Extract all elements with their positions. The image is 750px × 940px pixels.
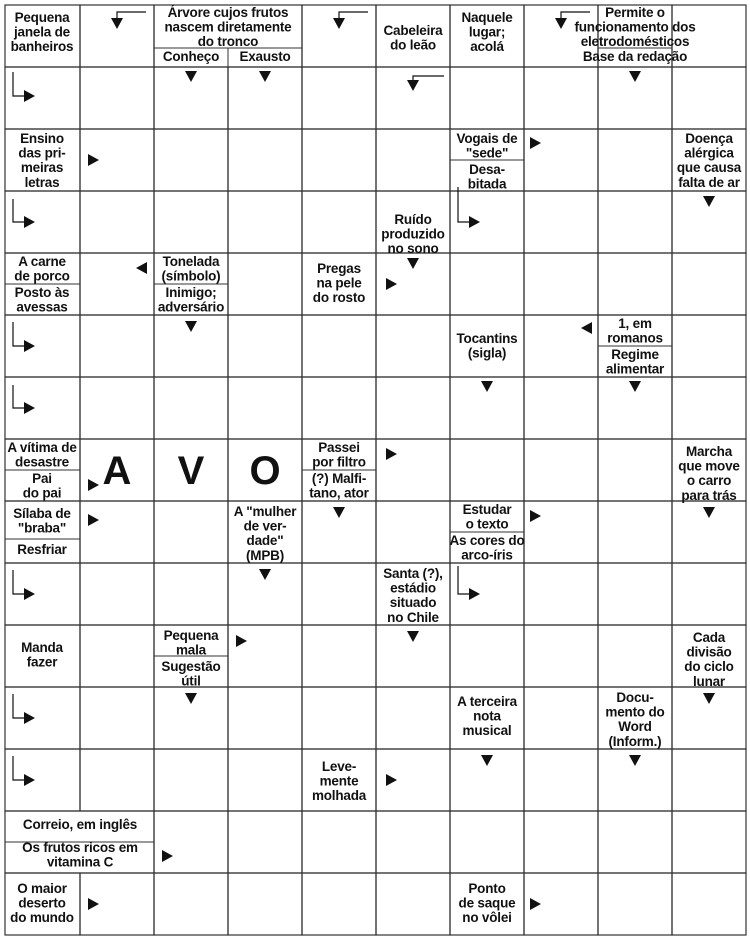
clue-leader-line [339, 12, 368, 18]
clue-text [161, 659, 220, 689]
clue-text [463, 502, 513, 532]
clue-text [13, 506, 71, 536]
clue-line: do rosto [312, 290, 366, 306]
clue-text [457, 131, 519, 161]
grid-cell[interactable] [228, 811, 302, 873]
clue-line: Pequena [14, 10, 70, 25]
clue-line: "sede" [465, 145, 509, 161]
clue-line: Os frutos ricos em [22, 840, 138, 855]
clue-line: Regime [611, 347, 659, 362]
clue-text [459, 881, 517, 925]
grid-cell[interactable] [154, 501, 228, 563]
down-arrow-icon [629, 381, 641, 392]
clue-line: janela de [14, 24, 70, 40]
clue-line: estádio [390, 580, 436, 596]
grid-cell[interactable] [228, 191, 302, 253]
grid-cell[interactable] [376, 315, 450, 377]
right-arrow-icon [88, 514, 99, 526]
clue-line: (Inform.) [608, 733, 662, 749]
left-arrow-icon [581, 322, 592, 334]
clue-leader-line [13, 199, 24, 222]
grid-cell[interactable] [228, 749, 302, 811]
grid-cell[interactable] [672, 749, 746, 811]
grid-cell[interactable] [672, 811, 746, 873]
clue-line: deserto [18, 895, 66, 911]
grid-cell[interactable] [80, 687, 154, 749]
clue-text [14, 254, 69, 284]
grid-cell[interactable] [154, 749, 228, 811]
down-arrow-icon [185, 321, 197, 332]
grid-cell[interactable] [376, 377, 450, 439]
grid-cell[interactable] [302, 873, 376, 935]
grid-cell[interactable] [302, 687, 376, 749]
right-arrow-icon [24, 90, 35, 102]
grid-cell[interactable] [80, 67, 154, 129]
clue-line: no Chile [387, 609, 439, 625]
clue-line: mala [176, 642, 206, 658]
grid-cell[interactable] [80, 501, 154, 563]
grid-cell[interactable] [228, 253, 302, 315]
clue-line: avessas [16, 299, 68, 315]
grid-cell[interactable] [524, 811, 598, 873]
clue-line: do mundo [10, 910, 74, 926]
grid-cell[interactable] [672, 253, 746, 315]
clue-line: tano, ator [309, 485, 369, 501]
clue-text [11, 10, 74, 54]
clue-line: eletrodomésticos [580, 34, 690, 50]
right-arrow-icon [162, 850, 173, 862]
grid-cell[interactable] [376, 873, 450, 935]
down-arrow-icon [259, 71, 271, 82]
clue-line: no sono [387, 241, 439, 257]
down-arrow-icon [259, 569, 271, 580]
clue-line: Leve- [321, 759, 357, 774]
clue-line: Naquele [461, 10, 513, 25]
clue-text [606, 347, 665, 377]
clue-line: alimentar [605, 361, 665, 377]
clue-line: bitada [467, 176, 507, 192]
answer-letter[interactable]: O [249, 449, 281, 493]
clue-text [312, 759, 367, 803]
clue-line: que causa [676, 160, 742, 176]
clue-line: Correio, em inglês [22, 817, 138, 832]
clue-leader-line [117, 12, 146, 18]
down-arrow-icon [555, 18, 567, 29]
clue-text [383, 566, 443, 625]
clue-line: por filtro [312, 454, 366, 470]
grid-cell[interactable] [154, 563, 228, 625]
clue-line: Desa- [469, 162, 505, 177]
clue-line: Conheço [162, 49, 220, 64]
down-arrow-icon [185, 693, 197, 704]
clue-text [309, 471, 369, 501]
grid-cell[interactable] [524, 315, 598, 377]
grid-cell[interactable] [524, 687, 598, 749]
clue-line: do ciclo [684, 659, 734, 675]
clue-leader-line [458, 566, 469, 594]
grid-cell[interactable] [524, 377, 598, 439]
clue-line: Ensino [20, 131, 64, 146]
right-arrow-icon [24, 340, 35, 352]
clue-line: Passei [318, 440, 360, 455]
clue-text [457, 331, 518, 361]
grid-cell[interactable] [524, 501, 598, 563]
grid-cell[interactable] [228, 873, 302, 935]
clue-line: Docu- [616, 690, 654, 705]
clue-line: Sugestão [161, 659, 221, 674]
clue-text [234, 504, 298, 563]
clue-line: Permite o [605, 5, 665, 20]
clue-line: Inimigo; [165, 285, 217, 300]
clue-line: banheiros [10, 39, 74, 55]
right-arrow-icon [386, 774, 397, 786]
clue-line: Pregas [317, 261, 361, 276]
clue-text [313, 261, 365, 305]
right-arrow-icon [24, 402, 35, 414]
clue-text [162, 254, 221, 284]
grid-cell[interactable] [376, 811, 450, 873]
grid-cell[interactable] [228, 625, 302, 687]
grid-cell[interactable] [302, 377, 376, 439]
grid-cell[interactable] [450, 67, 524, 129]
clue-line: Doença [685, 131, 733, 146]
clue-text [17, 542, 67, 557]
clue-line: A vítima de [7, 440, 77, 455]
clue-line: Pai [32, 471, 52, 486]
grid-cell[interactable] [376, 501, 450, 563]
clue-line: mente [319, 773, 359, 789]
clue-text [165, 5, 293, 49]
clue-line: fazer [26, 654, 58, 670]
clue-line: nota [473, 708, 501, 724]
grid-cell[interactable] [376, 129, 450, 191]
grid-cell[interactable] [672, 315, 746, 377]
down-arrow-icon [481, 755, 493, 766]
right-arrow-icon [469, 216, 480, 228]
grid-cell[interactable] [228, 315, 302, 377]
clue-line: Estudar [462, 502, 512, 517]
clue-line: (símbolo) [161, 268, 221, 284]
clue-text [312, 440, 366, 470]
clue-line: A "mulher [233, 504, 297, 519]
clue-leader-line [13, 72, 24, 96]
clue-line: o carro [686, 473, 732, 489]
clue-line: adversário [157, 299, 225, 315]
clue-line: Manda [21, 640, 63, 655]
grid-cell[interactable] [376, 687, 450, 749]
right-arrow-icon [386, 278, 397, 290]
grid-cell[interactable] [672, 563, 746, 625]
right-arrow-icon [88, 479, 99, 491]
grid-cell[interactable] [80, 377, 154, 439]
grid-cell[interactable] [80, 563, 154, 625]
clue-line: que move [678, 458, 740, 474]
right-arrow-icon [88, 898, 99, 910]
clue-line: mento do [605, 704, 665, 720]
clue-line: funcionamento dos [574, 19, 696, 35]
clue-text [23, 471, 62, 501]
clue-line: Vogais de [456, 131, 518, 146]
clue-text [10, 881, 74, 925]
grid-cell[interactable] [154, 873, 228, 935]
clue-line: romanos [607, 330, 663, 346]
down-arrow-icon [407, 258, 419, 269]
clue-text [381, 212, 444, 256]
clue-line: Posto às [14, 285, 70, 300]
clue-text [15, 285, 70, 315]
clue-line: produzido [381, 226, 445, 242]
down-arrow-icon [185, 71, 197, 82]
clue-line: 1, em [618, 316, 652, 331]
grid-cell[interactable] [524, 625, 598, 687]
right-arrow-icon [88, 154, 99, 166]
down-arrow-icon [111, 18, 123, 29]
clue-line: situado [389, 595, 437, 611]
clue-line: molhada [311, 788, 367, 804]
clue-text [607, 316, 663, 346]
grid-cell[interactable] [524, 191, 598, 253]
right-arrow-icon [530, 510, 541, 522]
clue-line: de saque [458, 895, 516, 911]
clue-line: vitamina C [46, 854, 114, 870]
grid-cell[interactable] [80, 625, 154, 687]
clue-leader-line [458, 187, 469, 222]
grid-cell[interactable] [228, 687, 302, 749]
clue-text [163, 49, 219, 64]
clue-line: de ver- [243, 518, 287, 534]
grid-cell[interactable] [450, 253, 524, 315]
clue-line: Tocantins [456, 331, 518, 346]
clue-line: A carne [18, 254, 66, 269]
grid-cell[interactable] [598, 563, 672, 625]
grid-cell[interactable] [80, 253, 154, 315]
grid-cell[interactable] [524, 129, 598, 191]
clue-leader-line [13, 756, 24, 780]
clue-line: Pequena [163, 628, 219, 643]
grid-cell[interactable] [672, 67, 746, 129]
clue-line: musical [462, 723, 512, 739]
down-arrow-icon [629, 755, 641, 766]
clue-line: na pele [316, 275, 362, 291]
clue-line: acolá [470, 39, 504, 55]
clue-text [468, 162, 507, 192]
clue-line: (MPB) [246, 547, 284, 563]
grid-cell[interactable] [672, 377, 746, 439]
grid-cell[interactable] [524, 563, 598, 625]
clue-text [384, 23, 444, 53]
clue-text [18, 131, 65, 190]
grid-cell[interactable] [524, 749, 598, 811]
clue-line: Marcha [685, 444, 733, 459]
answer-letter[interactable]: V [177, 449, 205, 493]
grid-cell[interactable] [450, 439, 524, 501]
clue-text [457, 694, 517, 738]
clue-line: Ponto [468, 881, 506, 896]
clue-line: divisão [686, 644, 732, 660]
clue-text [449, 533, 524, 563]
grid-cell[interactable] [154, 191, 228, 253]
right-arrow-icon [530, 898, 541, 910]
grid-cell[interactable] [154, 129, 228, 191]
clue-line: para trás [681, 487, 737, 503]
grid-cell[interactable] [302, 625, 376, 687]
right-arrow-icon [24, 712, 35, 724]
grid-cell[interactable] [154, 811, 228, 873]
clue-text [7, 440, 77, 470]
down-arrow-icon [333, 507, 345, 518]
clue-line: As cores do [449, 533, 525, 548]
grid-cell[interactable] [598, 439, 672, 501]
clue-text [677, 131, 742, 190]
grid-cell[interactable] [5, 67, 80, 129]
grid-cell[interactable] [154, 377, 228, 439]
clue-line: útil [181, 673, 201, 689]
grid-cell[interactable] [598, 191, 672, 253]
clue-line: Exausto [239, 49, 291, 64]
clue-leader-line [13, 570, 24, 594]
grid-cell[interactable] [302, 191, 376, 253]
clue-line: Ruído [394, 212, 432, 227]
clue-line: meiras [20, 160, 64, 176]
clue-line: do pai [22, 485, 62, 501]
clue-line: (?) Malfi- [311, 471, 367, 486]
right-arrow-icon [386, 448, 397, 460]
right-arrow-icon [530, 137, 541, 149]
grid-cell[interactable] [228, 129, 302, 191]
clue-line: desastre [15, 454, 69, 470]
clue-line: letras [24, 174, 60, 190]
clue-text [22, 840, 138, 870]
clue-line: do leão [390, 37, 436, 53]
grid-cell[interactable] [376, 439, 450, 501]
grid-cell[interactable] [598, 501, 672, 563]
clue-line: "braba" [17, 520, 67, 536]
grid-cell[interactable] [598, 253, 672, 315]
clue-text [23, 817, 137, 832]
clue-line: alérgica [684, 145, 734, 161]
clue-leader-line [13, 322, 24, 346]
down-arrow-icon [333, 18, 345, 29]
down-arrow-icon [703, 507, 715, 518]
clue-text [164, 628, 220, 658]
clue-text [678, 444, 740, 503]
down-arrow-icon [407, 631, 419, 642]
down-arrow-icon [407, 80, 419, 91]
grid-cell[interactable] [80, 191, 154, 253]
down-arrow-icon [481, 381, 493, 392]
clue-line: lugar; [468, 24, 506, 40]
clue-text [461, 10, 513, 54]
grid-cell[interactable] [302, 563, 376, 625]
grid-cell[interactable] [80, 749, 154, 811]
right-arrow-icon [24, 588, 35, 600]
grid-cell[interactable] [302, 129, 376, 191]
clue-line: nascem diretamente [164, 19, 292, 35]
grid-cell[interactable] [302, 811, 376, 873]
grid-cell[interactable] [80, 315, 154, 377]
grid-cell[interactable] [524, 67, 598, 129]
clue-line: lunar [692, 673, 726, 689]
grid-cell[interactable] [598, 873, 672, 935]
grid-cell[interactable] [598, 811, 672, 873]
grid-cell[interactable] [228, 377, 302, 439]
clue-text [239, 49, 290, 64]
clue-text [574, 5, 695, 49]
clue-line: Santa (?), [383, 566, 443, 581]
right-arrow-icon [236, 635, 247, 647]
clue-line: Árvore cujos frutos [167, 5, 289, 20]
clue-line: O maior [17, 881, 67, 896]
clue-line: o texto [465, 516, 509, 532]
clue-line: do tronco [197, 34, 259, 50]
grid-cell[interactable] [598, 129, 672, 191]
clue-line: dade" [246, 533, 284, 549]
clue-line: Resfriar [17, 542, 67, 557]
clue-leader-line [413, 76, 444, 80]
clue-text [684, 630, 733, 689]
clue-text [21, 640, 63, 670]
clue-line: Cada [692, 630, 726, 645]
answer-letter[interactable]: A [102, 449, 132, 493]
clue-line: no vôlei [462, 910, 512, 926]
clue-text [583, 49, 687, 64]
clue-leader-line [13, 694, 24, 718]
clue-line: falta de ar [678, 174, 740, 190]
clue-leader-line [561, 12, 590, 18]
right-arrow-icon [24, 216, 35, 228]
grid-cell[interactable] [524, 253, 598, 315]
down-arrow-icon [629, 71, 641, 82]
clue-line: arco-íris [461, 547, 513, 563]
clue-line: Base da redação [582, 49, 688, 64]
grid-cell[interactable] [450, 625, 524, 687]
clue-leader-line [13, 385, 24, 408]
right-arrow-icon [24, 774, 35, 786]
grid-cell[interactable] [524, 439, 598, 501]
clue-line: das pri- [18, 145, 66, 161]
clue-line: (sigla) [467, 345, 507, 361]
clue-line: Sílaba de [13, 506, 71, 521]
grid-cell[interactable] [302, 315, 376, 377]
grid-cell[interactable] [672, 873, 746, 935]
clue-line: Word [618, 719, 652, 735]
grid-cell[interactable] [302, 67, 376, 129]
clue-text [605, 690, 664, 749]
grid-cell[interactable] [450, 811, 524, 873]
right-arrow-icon [469, 588, 480, 600]
down-arrow-icon [703, 196, 715, 207]
down-arrow-icon [703, 693, 715, 704]
clue-text [158, 285, 224, 315]
clue-line: de porco [14, 268, 70, 284]
clue-line: A terceira [457, 694, 517, 709]
clue-line: Cabeleira [383, 23, 443, 38]
left-arrow-icon [136, 262, 147, 274]
clue-line: Tonelada [162, 254, 220, 269]
grid-cell[interactable] [598, 625, 672, 687]
